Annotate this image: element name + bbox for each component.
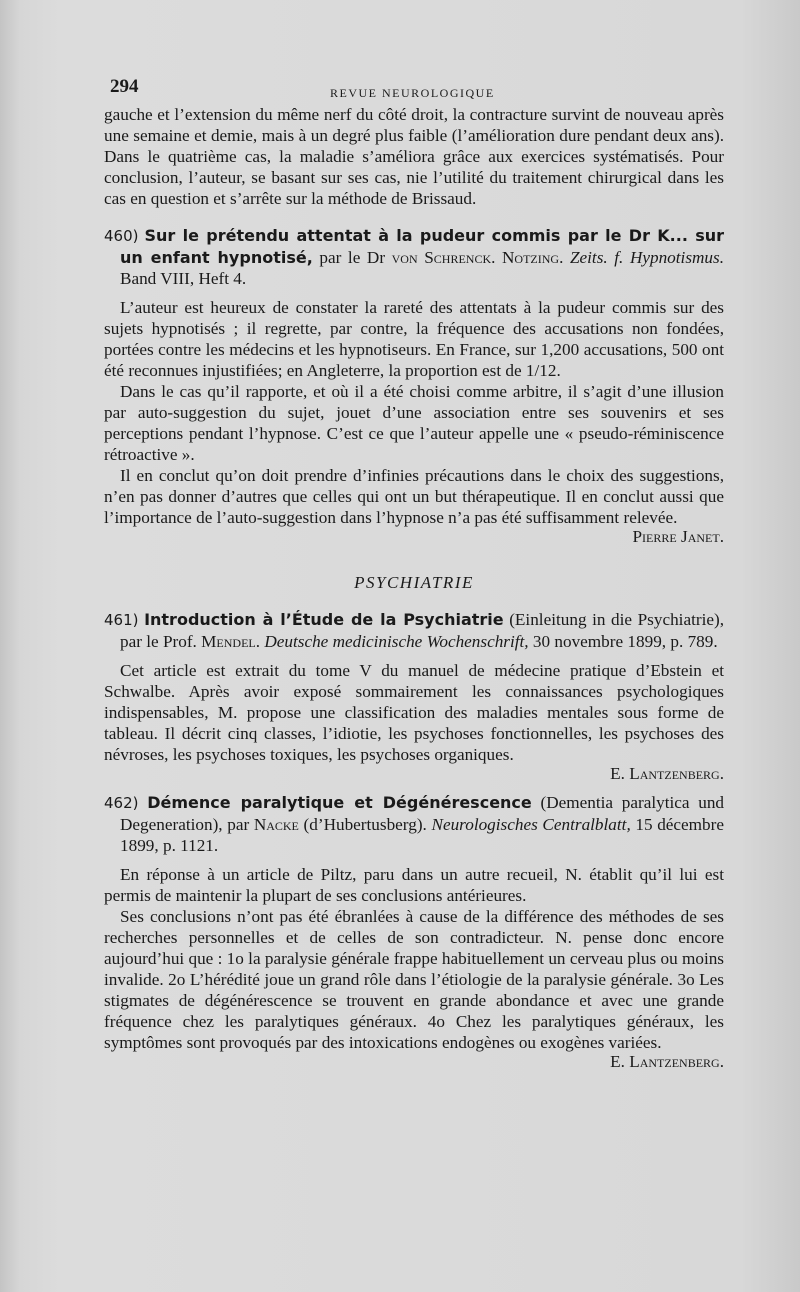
abstract-title: Introduction à l’Étude de la Psychiatrie [144,610,504,629]
byline: par le Dr [312,248,392,267]
author-name: von Schrenck. Notzing. [391,248,564,267]
abstract-460-paragraph-1: L’auteur est heureux de constater la rareté des attentats à la pudeur commis sur des sujets hypnotisés ; il regrette, par contre, la fréquence des accusations non fondées, portées contre les médecins et les hypnotiseurs. En France, sur 1,200 accusations, 500 ont été reconnues injustifiées; en Angleterre, la proportion est de 1/12. [104,298,724,380]
abstract-462-heading [104,792,724,856]
signature-460: Pierre Janet. [632,527,724,546]
journal-reference: 15 décembre 1899, p. 1121. [120,815,724,855]
journal-reference: 30 novembre 1899, p. 789. [528,632,718,651]
journal-name: Zeits. f. Hypnotismus. [569,248,724,267]
signature-461: E. Lantzenberg. [610,764,724,783]
abstract-462-paragraph-1: En réponse à un article de Piltz, paru dans un autre recueil, N. établit qu’il lui est permis de maintenir la plupart de ses conclusions antérieures. [104,865,724,905]
author-name: Nacke [253,815,299,834]
title-rest: (Einleitung in die Psychiatrie), par le Prof. [120,610,724,651]
author-name: Mendel. [201,632,261,651]
journal-name: Deutsche medicinische Wochenschrift, [264,632,529,651]
abstract-title: Démence paralytique et Dégénérescence [147,793,532,812]
abstract-461-paragraph-1: Cet article est extrait du tome V du manuel de médecine pratique d’Ebstein et Schwalbe. Après avoir exposé sommairement les connaissances psychologiques indispensables, M. propose une classification des maladies mentales sous forme de tableau. Il décrit cinq classes, l’idiotie, les psychoses fonctionnelles, les psychoses des névroses, les psychoses toxiques, les psychoses organiques. [104,661,724,764]
journal-name: Neurologisches Centralblatt, [431,815,631,834]
abstract-460-heading [104,225,724,289]
section-heading: PSYCHIATRIE [354,573,474,592]
abstract-462-paragraph-2: Ses conclusions n’ont pas été ébranlées à cause de la différence des méthodes de ses recherches personnelles et de celles de son contradicteur. N. pense donc encore aujourd’hui que : 1o la paralysie générale frappe habituellement un cerveau plus ou moins invalide. 2o L’hérédité joue un grand rôle dans l’étiologie de la paralysie générale. 3o Les stigmates de dégénérescence se trouvent en grande abondance et avec une grande fréquence chez les paralytiques généraux. 4o Chez les paralytiques généraux, les symptômes sont provoqués par des intoxications endogènes ou exogènes variées. [104,907,724,1052]
abstract-number: 461) [104,611,139,629]
page-number: 294 [110,76,139,97]
continuation-paragraph: gauche et l’extension du même nerf du côté droit, la contracture survint de nouveau après une semaine et demie, mais à un degré plus faible (l’amélioration dure pendant deux ans). Dans le quatrième cas, la maladie s’améliora grâce aux exercices systématisés. Pour conclusion, l’auteur, se basant sur ses cas, nie l’utilité du traitement chirurgical dans les cas en question et s’arrête sur la méthode de Brissaud. [104,105,724,208]
page-content [104,74,724,1072]
abstract-461-heading [104,609,724,652]
journal-reference: Band VIII, Heft 4. [120,269,247,288]
journal-title: REVUE NEUROLOGIQUE [330,86,495,100]
signature-462: E. Lantzenberg. [610,1052,724,1071]
abstract-title: Sur le prétendu attentat à la pudeur commis par le Dr K... sur un enfant hypnotisé, [120,226,725,267]
abstract-number: 460) [104,227,139,245]
title-rest-2: (d’Hubertusberg). [298,815,432,834]
title-rest: (Dementia paralytica und Degeneration), par [120,793,725,834]
running-head [104,74,724,104]
abstract-number: 462) [104,794,139,812]
abstract-460-paragraph-2: Dans le cas qu’il rapporte, et où il a été choisi comme arbitre, il s’agit d’une illusion par auto-suggestion du sujet, jouet d’une association entre ses souvenirs et ses perceptions pendant l’hypnose. C’est ce que l’auteur appelle une « pseudo-réminiscence rétroactive ». [104,382,724,464]
abstract-460-paragraph-3: Il en conclut qu’on doit prendre d’infinies précautions dans le choix des suggestions, n’en pas donner d’autres que celles qui ont un but thérapeutique. Il en conclut aussi que l’importance de l’auto-suggestion dans l’hypnose n’a pas été suffisamment relevée. [104,466,724,527]
